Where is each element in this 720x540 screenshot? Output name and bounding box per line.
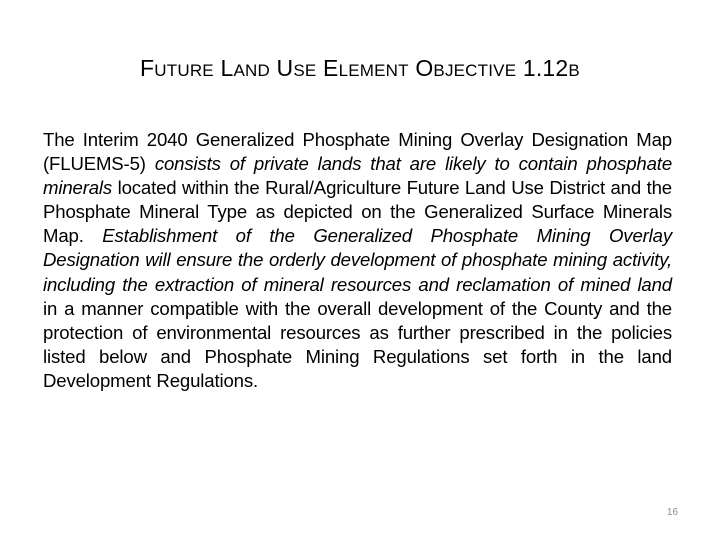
title-word-future: FUTURE xyxy=(140,55,214,81)
objective-paragraph xyxy=(43,128,672,393)
slide-title xyxy=(0,52,720,87)
title-word-objective: OBJECTIVE xyxy=(415,55,517,81)
paragraph-segment-1: The Interim 2040 Generalized Phosphate Mining Overlay Designation Map (FLUEMS-5) xyxy=(43,129,672,175)
title-word-element: ELEMENT xyxy=(323,55,409,81)
paragraph-segment-3: located within the Rural/Agriculture Future Land Use District and the Phosphate Mineral Type as depicted on the Generalized Surface Minerals Map. xyxy=(43,177,672,247)
title-word-land: LAND xyxy=(220,55,270,81)
title-word-number: 1.12B xyxy=(522,55,580,81)
paragraph-segment-5: in a manner compatible with the overall development of the County and the protection of environmental resources as further prescribed in the policies listed below and Phosphate Mining Regulations set forth in the land Development Regulations. xyxy=(43,297,672,391)
title-word-use: USE xyxy=(276,55,317,81)
paragraph-segment-2-italic: consists of private lands that are likely to contain phosphate minerals xyxy=(43,153,673,199)
paragraph-segment-4-italic: Establishment of the Generalized Phosphate Mining Overlay Designation will ensure the orderly development of phosphate mining activity, including the extraction of mineral resources and reclamation of mined land xyxy=(43,225,672,295)
page-number: 16 xyxy=(666,507,678,518)
